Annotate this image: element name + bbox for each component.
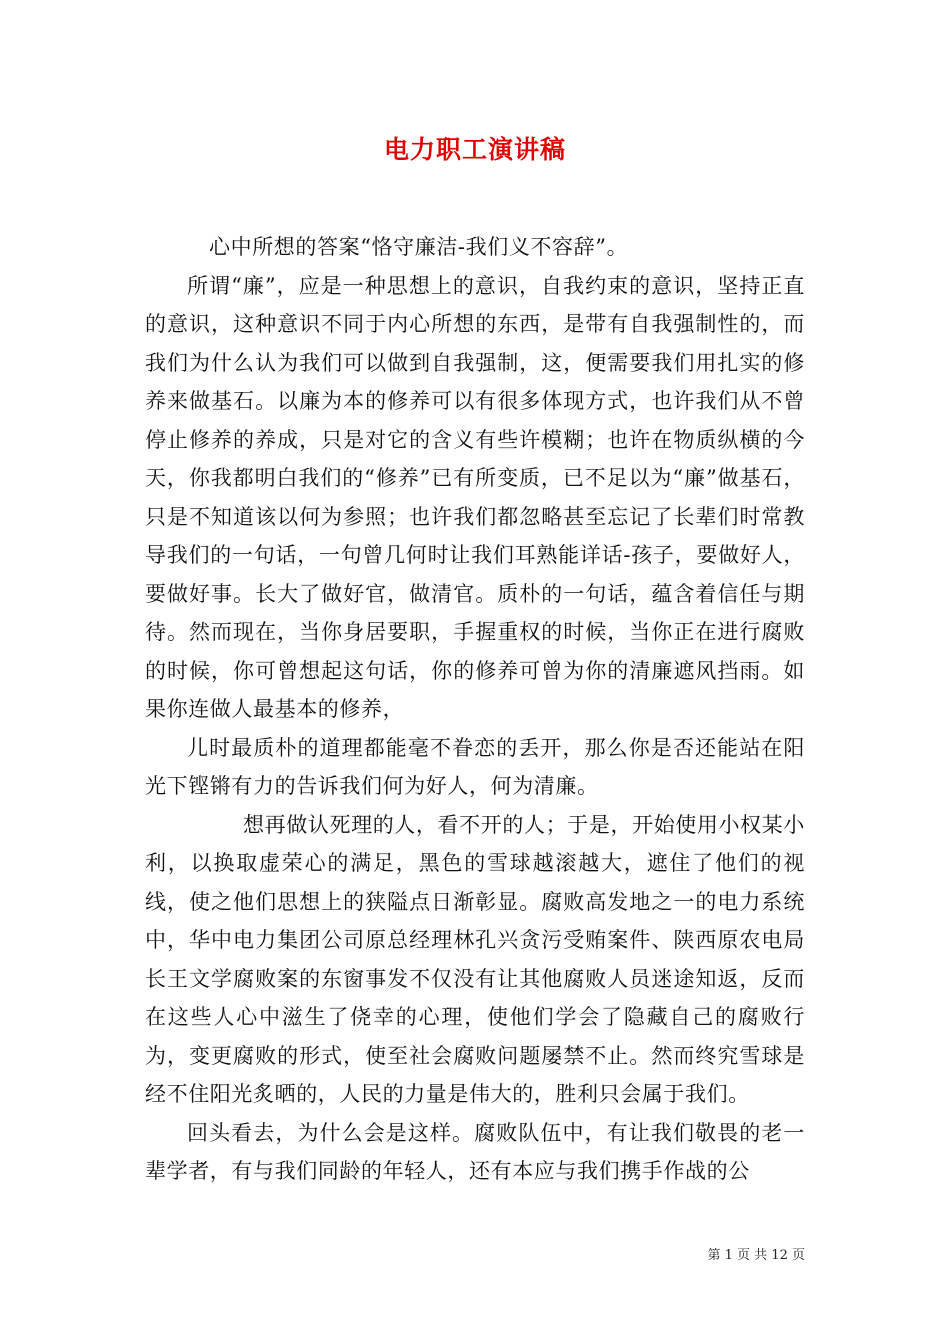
document-body — [145, 228, 805, 1191]
paragraph-2: 所谓“廉”，应是一种思想上的意识，自我约束的意识，坚持正直的意识，这种意识不同于内心所想的东西，是带有自我强制性的，而我们为什么认为我们可以做到自我强制，这，便需要我们用扎实的修养来做基石。以廉为本的修养可以有很多体现方式，也许我们从不曾停止修养的养成，只是对它的含义有些许模糊；也许在物质纵横的今天，你我都明白我们的“修养”已有所变质，已不足以为“廉”做基石，只是不知道该以何为参照；也许我们都忽略甚至忘记了长辈们时常教导我们的一句话，一句曾几何时让我们耳熟能详话-孩子，要做好人，要做好事。长大了做好官，做清官。质朴的一句话，蕴含着信任与期待。然而现在，当你身居要职，手握重权的时候，当你正在进行腐败的时候，你可曾想起这句话，你的修养可曾为你的清廉遮风挡雨。如果你连做人最基本的修养， — [145, 273, 805, 721]
paragraph-4: 想再做认死理的人，看不开的人；于是，开始使用小权某小利，以换取虚荣心的满足，黑色的雪球越滚越大，遮住了他们的视线，使之他们思想上的狭隘点日渐彰显。腐败高发地之一的电力系统中，华中电力集团公司原总经理林孔兴贪污受贿案件、陕西原农电局长王文学腐败案的东窗事发不仅没有让其他腐败人员迷途知返，反而在这些人心中滋生了侥幸的心理，使他们学会了隐藏自己的腐败行为，变更腐败的形式，使至社会腐败问题屡禁不止。然而终究雪球是经不住阳光炙晒的，人民的力量是伟大的，胜利只会属于我们。 — [145, 812, 805, 1106]
page-number-footer: 第 1 页 共 12 页 — [707, 1248, 805, 1263]
paragraph-3: 儿时最质朴的道理都能毫不眷恋的丢开，那么你是否还能站在阳光下铿锵有力的告诉我们何为好人，何为清廉。 — [145, 735, 805, 798]
paragraph-1: 心中所想的答案“恪守廉洁-我们义不容辞”。 — [209, 235, 629, 259]
paragraph-5: 回头看去，为什么会是这样。腐败队伍中，有让我们敬畏的老一辈学者，有与我们同龄的年轻人，还有本应与我们携手作战的公 — [145, 1120, 805, 1183]
document-title: 电力职工演讲稿 — [383, 135, 566, 164]
